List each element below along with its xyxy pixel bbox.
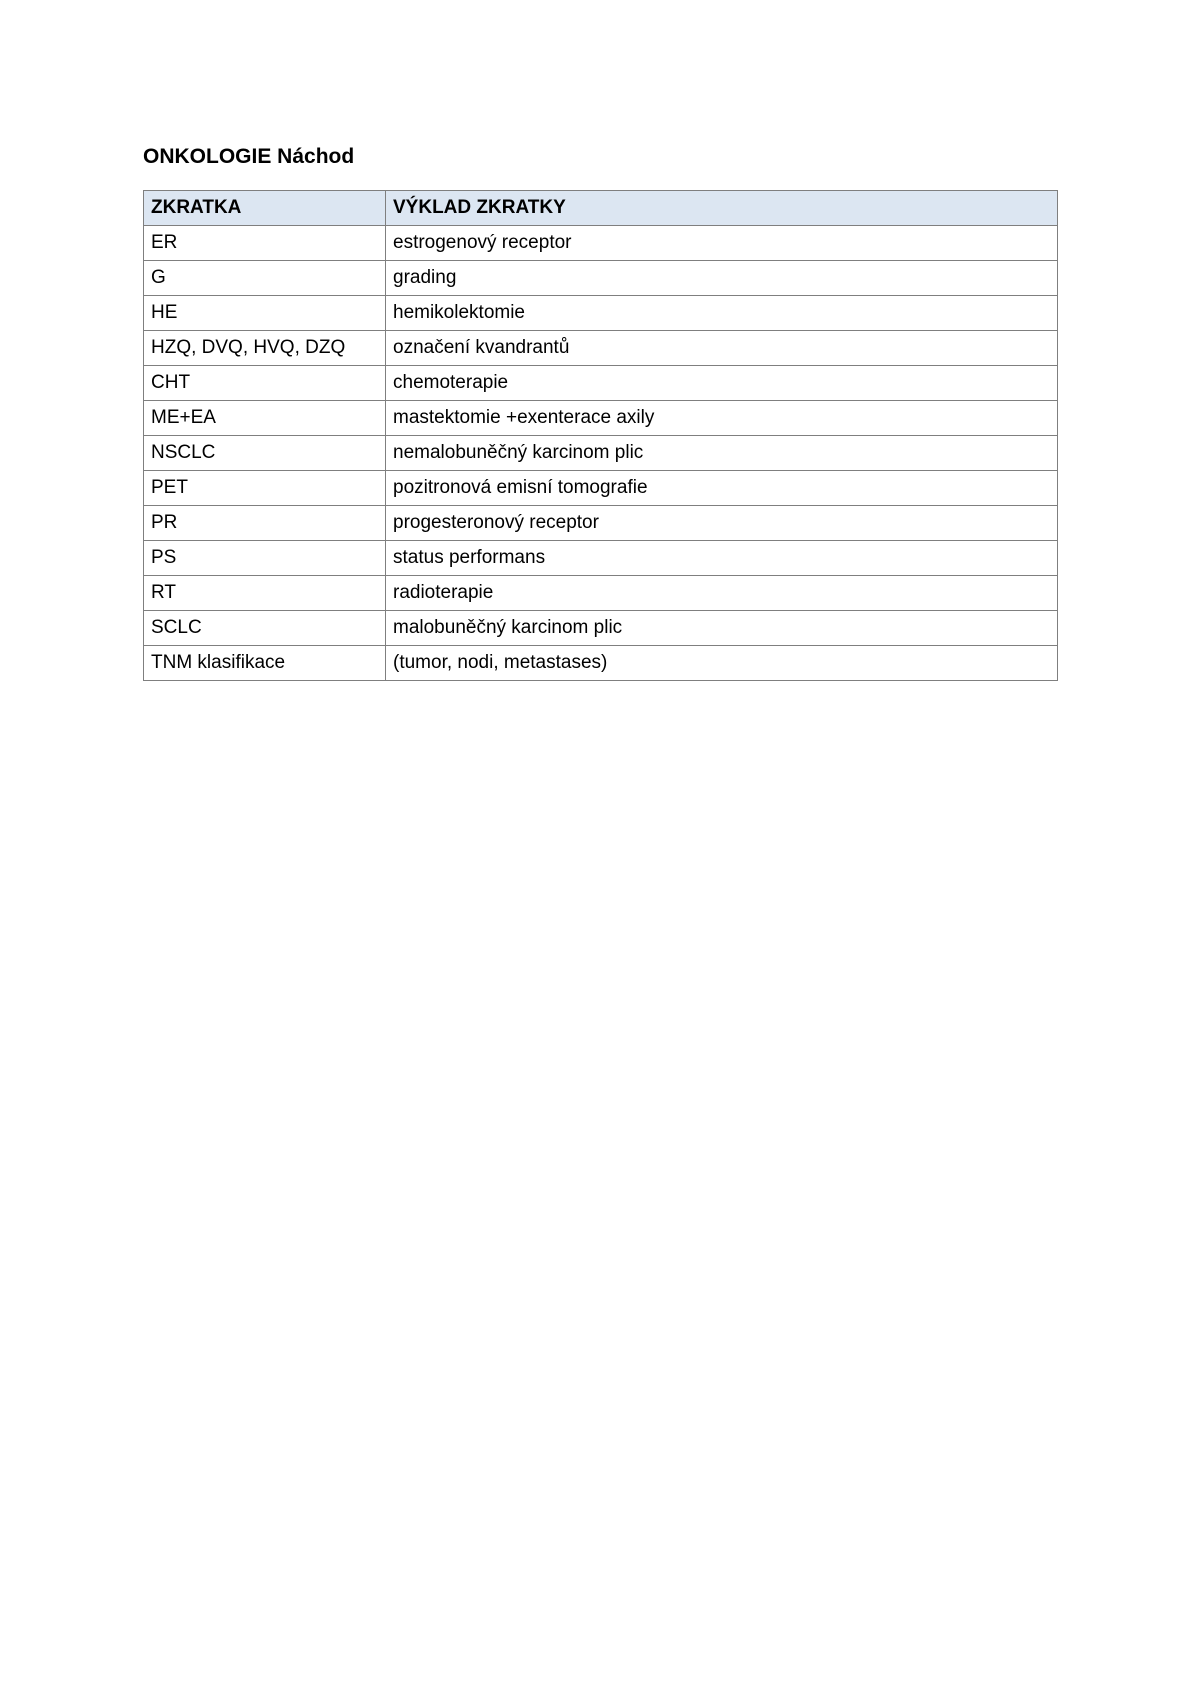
page-title: ONKOLOGIE Náchod <box>143 145 355 168</box>
abbreviation-cell: NSCLC <box>144 436 386 471</box>
table-header-row <box>144 191 1058 226</box>
table-row <box>144 226 1058 261</box>
table-row <box>144 261 1058 296</box>
explanation-cell: mastektomie +exenterace axily <box>386 401 1058 436</box>
table-row <box>144 331 1058 366</box>
explanation-cell: radioterapie <box>386 576 1058 611</box>
explanation-cell: malobuněčný karcinom plic <box>386 611 1058 646</box>
abbreviation-cell: G <box>144 261 386 296</box>
abbreviation-cell: PR <box>144 506 386 541</box>
explanation-cell: označení kvandrantů <box>386 331 1058 366</box>
table-row <box>144 436 1058 471</box>
abbreviation-cell: PET <box>144 471 386 506</box>
table-row <box>144 646 1058 681</box>
abbreviation-cell: RT <box>144 576 386 611</box>
abbreviation-cell: PS <box>144 541 386 576</box>
explanation-cell: progesteronový receptor <box>386 506 1058 541</box>
abbreviation-cell: HZQ, DVQ, HVQ, DZQ <box>144 331 386 366</box>
explanation-cell: nemalobuněčný karcinom plic <box>386 436 1058 471</box>
table-row <box>144 541 1058 576</box>
abbreviation-cell: CHT <box>144 366 386 401</box>
abbreviation-cell: HE <box>144 296 386 331</box>
table-row <box>144 576 1058 611</box>
abbreviation-cell: ME+EA <box>144 401 386 436</box>
explanation-cell: chemoterapie <box>386 366 1058 401</box>
abbreviation-cell: SCLC <box>144 611 386 646</box>
column-header-explanation: VÝKLAD ZKRATKY <box>386 191 1058 226</box>
explanation-cell: hemikolektomie <box>386 296 1058 331</box>
explanation-cell: pozitronová emisní tomografie <box>386 471 1058 506</box>
explanation-cell: estrogenový receptor <box>386 226 1058 261</box>
column-header-abbreviation: ZKRATKA <box>144 191 386 226</box>
explanation-cell: grading <box>386 261 1058 296</box>
table-row <box>144 471 1058 506</box>
abbreviation-table <box>143 190 1058 681</box>
table-row <box>144 506 1058 541</box>
abbreviation-cell: TNM klasifikace <box>144 646 386 681</box>
explanation-cell: status performans <box>386 541 1058 576</box>
table-row <box>144 401 1058 436</box>
explanation-cell: (tumor, nodi, metastases) <box>386 646 1058 681</box>
table-row <box>144 366 1058 401</box>
table-row <box>144 611 1058 646</box>
table-row <box>144 296 1058 331</box>
abbreviation-cell: ER <box>144 226 386 261</box>
